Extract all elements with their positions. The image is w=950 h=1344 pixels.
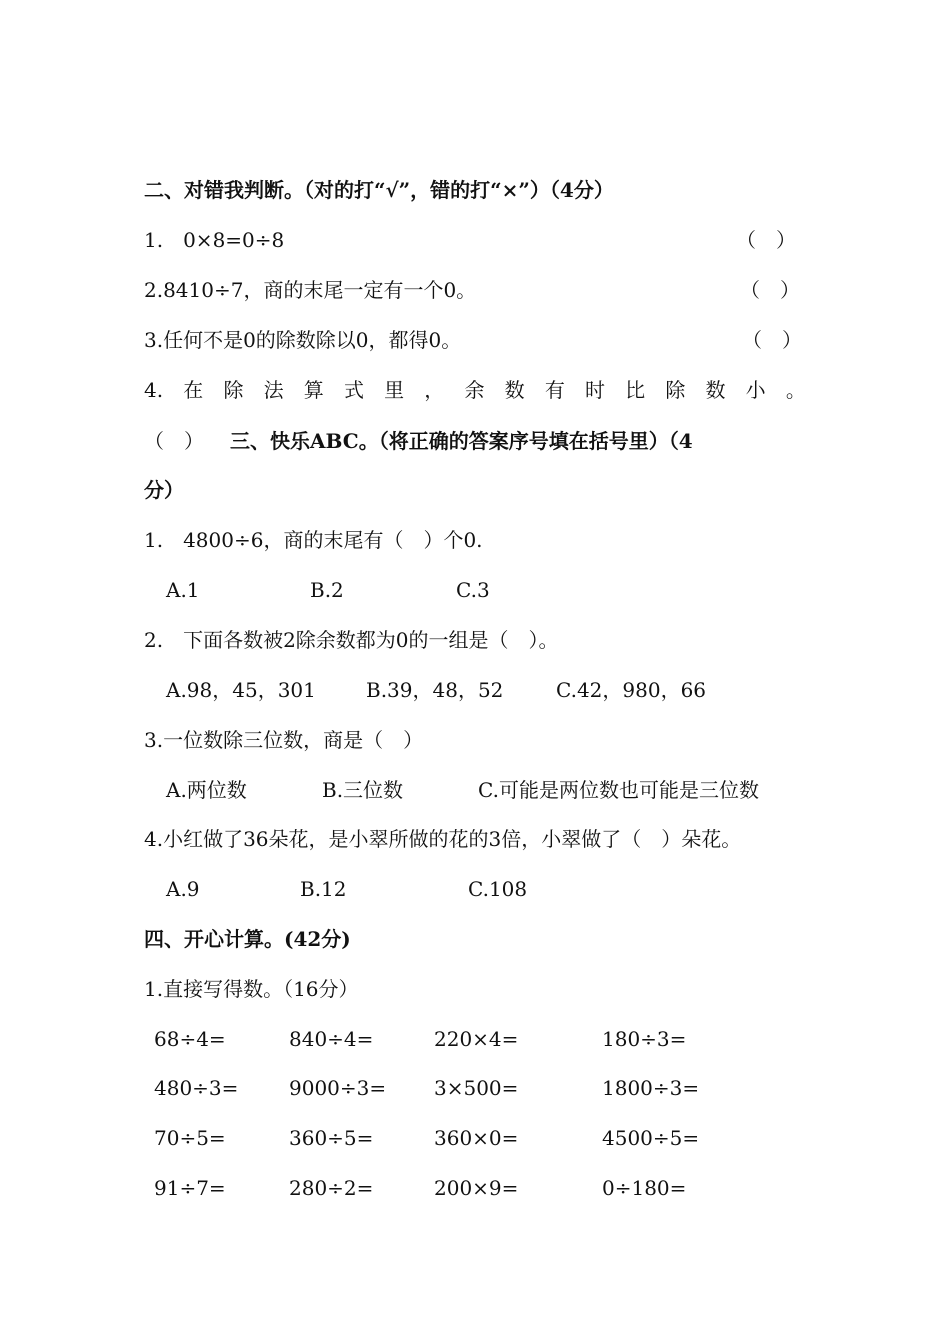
judge-item-3: 3.任何不是0的除数除以0，都得0。 bbox=[144, 328, 462, 352]
abc-q4-option-a: A.9 bbox=[166, 877, 200, 901]
calc-item: 91÷7= bbox=[154, 1176, 226, 1200]
calc-item: 480÷3= bbox=[154, 1076, 239, 1100]
judge-item-4-char: 算 bbox=[303, 378, 324, 402]
abc-q2-option-a: A.98，45，301 bbox=[166, 678, 316, 702]
abc-q2-option-b: B.39，48，52 bbox=[366, 678, 504, 702]
calc-item: 9000÷3= bbox=[289, 1076, 387, 1100]
judge-item-4-char: 数 bbox=[705, 378, 726, 402]
judge-item-4-char: 余 bbox=[464, 378, 485, 402]
judge-item-4-char: 式 bbox=[343, 378, 364, 402]
judge-item-4-char: 里 bbox=[384, 378, 405, 402]
calc-item: 180÷3= bbox=[602, 1027, 687, 1051]
abc-q1-option-c: C.3 bbox=[456, 578, 490, 602]
judge-answer-paren-3[interactable]: （ ） bbox=[742, 328, 802, 352]
judge-item-4-char: 时 bbox=[584, 378, 605, 402]
judge-item-4-char: 在 bbox=[183, 378, 204, 402]
abc-question-1: 1. 4800÷6，商的末尾有（ ）个0. bbox=[144, 528, 483, 552]
abc-q3-option-c: C.可能是两位数也可能是三位数 bbox=[478, 778, 759, 802]
judge-item-4-char: ， bbox=[424, 378, 445, 402]
judge-item-4 bbox=[144, 376, 806, 404]
abc-q1-option-b: B.2 bbox=[310, 578, 344, 602]
calc-sub-heading-1: 1.直接写得数。（16分） bbox=[144, 977, 359, 1001]
calc-item: 70÷5= bbox=[154, 1126, 226, 1150]
judge-item-4-char: 除 bbox=[223, 378, 244, 402]
abc-q2-option-c: C.42，980，66 bbox=[556, 678, 707, 702]
calc-item: 840÷4= bbox=[289, 1027, 374, 1051]
section-3-heading: 三、快乐ABC。（将正确的答案序号填在括号里）（4 bbox=[230, 429, 693, 453]
calc-item: 4500÷5= bbox=[602, 1126, 700, 1150]
judge-item-4-char: 4. bbox=[144, 378, 164, 402]
calc-item: 220×4= bbox=[434, 1027, 519, 1051]
judge-item-4-char: 有 bbox=[544, 378, 565, 402]
judge-answer-paren-2[interactable]: （ ） bbox=[740, 278, 800, 302]
section-2-heading: 二、对错我判断。（对的打“√”，错的打“×”）（4分） bbox=[144, 178, 614, 202]
abc-question-2: 2. 下面各数被2除余数都为0的一组是（ ）。 bbox=[144, 628, 559, 652]
judge-answer-paren-1[interactable]: （ ） bbox=[736, 228, 796, 252]
abc-question-3: 3.一位数除三位数，商是（ ） bbox=[144, 728, 424, 752]
abc-q1-option-a: A.1 bbox=[166, 578, 200, 602]
calc-item: 3×500= bbox=[434, 1076, 519, 1100]
calc-item: 68÷4= bbox=[154, 1027, 226, 1051]
judge-item-4-char: 数 bbox=[504, 378, 525, 402]
abc-q4-option-c: C.108 bbox=[468, 877, 528, 901]
judge-item-4-char: 。 bbox=[785, 378, 806, 402]
section-3-heading-cont: 分） bbox=[144, 478, 184, 502]
calc-item: 0÷180= bbox=[602, 1176, 687, 1200]
judge-item-4-char: 小 bbox=[745, 378, 766, 402]
abc-question-4: 4.小红做了36朵花，是小翠所做的花的3倍，小翠做了（ ）朵花。 bbox=[144, 827, 742, 851]
judge-item-4-char: 法 bbox=[263, 378, 284, 402]
calc-item: 200×9= bbox=[434, 1176, 519, 1200]
judge-item-4-char: 比 bbox=[625, 378, 646, 402]
calc-item: 360÷5= bbox=[289, 1126, 374, 1150]
calc-item: 1800÷3= bbox=[602, 1076, 700, 1100]
judge-item-4-char: 除 bbox=[665, 378, 686, 402]
judge-item-2: 2.8410÷7，商的末尾一定有一个0。 bbox=[144, 278, 477, 302]
judge-item-1: 1. 0×8=0÷8 bbox=[144, 228, 285, 252]
judge-answer-paren-4[interactable]: （ ） bbox=[144, 429, 204, 453]
calc-item: 280÷2= bbox=[289, 1176, 374, 1200]
abc-q4-option-b: B.12 bbox=[300, 877, 347, 901]
calc-item: 360×0= bbox=[434, 1126, 519, 1150]
abc-q3-option-a: A.两位数 bbox=[166, 778, 247, 802]
abc-q3-option-b: B.三位数 bbox=[322, 778, 404, 802]
section-4-heading: 四、开心计算。(42分) bbox=[144, 927, 351, 951]
